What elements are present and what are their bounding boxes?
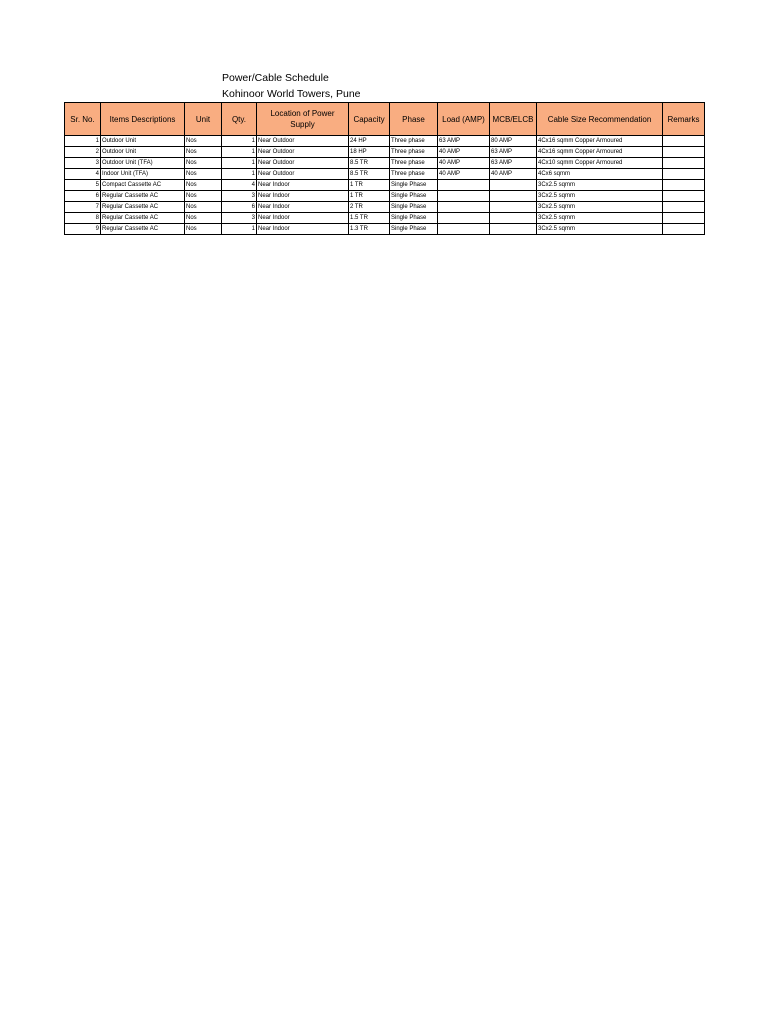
- header-phase: Phase: [390, 103, 438, 136]
- table-row: [65, 169, 705, 180]
- cell-sr-no: 6: [65, 191, 101, 202]
- header-mcb-elcb: MCB/ELCB: [490, 103, 537, 136]
- cell-unit: Nos: [185, 158, 222, 169]
- power-cable-schedule-table: [64, 102, 705, 235]
- cell-qty: 1: [222, 224, 257, 235]
- cell-capacity: 1 TR: [349, 180, 390, 191]
- cell-qty: 1: [222, 158, 257, 169]
- header-sr-no: Sr. No.: [65, 103, 101, 136]
- cell-mcb-elcb: 80 AMP: [490, 136, 537, 147]
- table-header-row: [65, 103, 705, 136]
- cell-load: 40 AMP: [438, 158, 490, 169]
- cell-unit: Nos: [185, 180, 222, 191]
- cell-mcb-elcb: [490, 180, 537, 191]
- header-capacity: Capacity: [349, 103, 390, 136]
- cell-mcb-elcb: [490, 213, 537, 224]
- cell-item-description: Compact Cassette AC: [101, 180, 185, 191]
- table-row: [65, 180, 705, 191]
- table-row: [65, 202, 705, 213]
- cell-location: Near Indoor: [257, 180, 349, 191]
- cell-cable-size: 4Cx16 sqmm Copper Armoured: [537, 136, 663, 147]
- cell-unit: Nos: [185, 147, 222, 158]
- cell-remarks: [663, 180, 705, 191]
- header-cable-size: Cable Size Recommendation: [537, 103, 663, 136]
- cell-remarks: [663, 191, 705, 202]
- cell-load: [438, 213, 490, 224]
- cell-load: 40 AMP: [438, 147, 490, 158]
- cell-sr-no: 2: [65, 147, 101, 158]
- cell-sr-no: 7: [65, 202, 101, 213]
- table-row: [65, 147, 705, 158]
- cell-unit: Nos: [185, 224, 222, 235]
- cell-item-description: Indoor Unit (TFA): [101, 169, 185, 180]
- cell-load: [438, 202, 490, 213]
- table-row: [65, 213, 705, 224]
- cell-mcb-elcb: 63 AMP: [490, 158, 537, 169]
- cell-phase: Single Phase: [390, 213, 438, 224]
- cell-cable-size: 3Cx2.5 sqmm: [537, 202, 663, 213]
- cell-capacity: 8.5 TR: [349, 158, 390, 169]
- cell-item-description: Regular Cassette AC: [101, 202, 185, 213]
- cell-capacity: 1.3 TR: [349, 224, 390, 235]
- document-title: Power/Cable Schedule: [222, 72, 329, 84]
- cell-capacity: 8.5 TR: [349, 169, 390, 180]
- header-qty: Qty.: [222, 103, 257, 136]
- cell-mcb-elcb: [490, 191, 537, 202]
- cell-load: 40 AMP: [438, 169, 490, 180]
- cell-load: [438, 180, 490, 191]
- cell-location: Near Outdoor: [257, 158, 349, 169]
- table-row: [65, 158, 705, 169]
- cell-item-description: Regular Cassette AC: [101, 213, 185, 224]
- cell-cable-size: 3Cx2.5 sqmm: [537, 191, 663, 202]
- cell-cable-size: 3Cx2.5 sqmm: [537, 180, 663, 191]
- cell-phase: Three phase: [390, 158, 438, 169]
- cell-location: Near Indoor: [257, 213, 349, 224]
- cell-sr-no: 5: [65, 180, 101, 191]
- cell-qty: 1: [222, 136, 257, 147]
- cell-phase: Three phase: [390, 147, 438, 158]
- header-remarks: Remarks: [663, 103, 705, 136]
- cell-phase: Single Phase: [390, 202, 438, 213]
- table-row: [65, 136, 705, 147]
- header-item-description: Items Descriptions: [101, 103, 185, 136]
- cell-location: Near Outdoor: [257, 169, 349, 180]
- cell-item-description: Outdoor Unit: [101, 136, 185, 147]
- cell-unit: Nos: [185, 191, 222, 202]
- cell-qty: 4: [222, 180, 257, 191]
- cell-location: Near Outdoor: [257, 147, 349, 158]
- cell-location: Near Indoor: [257, 202, 349, 213]
- header-location: Location of Power Supply: [257, 103, 349, 136]
- cell-mcb-elcb: [490, 202, 537, 213]
- cell-capacity: 2 TR: [349, 202, 390, 213]
- cell-cable-size: 3Cx2.5 sqmm: [537, 213, 663, 224]
- cell-unit: Nos: [185, 136, 222, 147]
- cell-item-description: Regular Cassette AC: [101, 224, 185, 235]
- header-unit: Unit: [185, 103, 222, 136]
- document-title-block: [222, 70, 361, 102]
- cell-capacity: 1.5 TR: [349, 213, 390, 224]
- cell-remarks: [663, 136, 705, 147]
- cell-qty: 3: [222, 213, 257, 224]
- cell-remarks: [663, 169, 705, 180]
- cell-mcb-elcb: 63 AMP: [490, 147, 537, 158]
- cell-unit: Nos: [185, 202, 222, 213]
- cell-cable-size: 4Cx10 sqmm Copper Armoured: [537, 158, 663, 169]
- cell-phase: Single Phase: [390, 191, 438, 202]
- cell-phase: Single Phase: [390, 180, 438, 191]
- cell-mcb-elcb: 40 AMP: [490, 169, 537, 180]
- header-load: Load (AMP): [438, 103, 490, 136]
- cell-qty: 1: [222, 147, 257, 158]
- cell-sr-no: 4: [65, 169, 101, 180]
- cell-phase: Single Phase: [390, 224, 438, 235]
- cell-cable-size: 3Cx2.5 sqmm: [537, 224, 663, 235]
- cell-remarks: [663, 213, 705, 224]
- cell-cable-size: 4Cx6 sqmm: [537, 169, 663, 180]
- cell-location: Near Indoor: [257, 224, 349, 235]
- cell-remarks: [663, 158, 705, 169]
- cell-phase: Three phase: [390, 169, 438, 180]
- cell-capacity: 18 HP: [349, 147, 390, 158]
- cell-item-description: Outdoor Unit (TFA): [101, 158, 185, 169]
- cell-qty: 6: [222, 202, 257, 213]
- cell-load: [438, 224, 490, 235]
- cell-sr-no: 9: [65, 224, 101, 235]
- cell-location: Near Outdoor: [257, 136, 349, 147]
- cell-location: Near Indoor: [257, 191, 349, 202]
- cell-remarks: [663, 224, 705, 235]
- cell-unit: Nos: [185, 213, 222, 224]
- cell-phase: Three phase: [390, 136, 438, 147]
- cell-load: 63 AMP: [438, 136, 490, 147]
- cell-load: [438, 191, 490, 202]
- cell-qty: 3: [222, 191, 257, 202]
- cell-remarks: [663, 202, 705, 213]
- cell-sr-no: 1: [65, 136, 101, 147]
- table-row: [65, 191, 705, 202]
- cell-mcb-elcb: [490, 224, 537, 235]
- cell-item-description: Outdoor Unit: [101, 147, 185, 158]
- cell-cable-size: 4Cx16 sqmm Copper Armoured: [537, 147, 663, 158]
- cell-capacity: 24 HP: [349, 136, 390, 147]
- cell-capacity: 1 TR: [349, 191, 390, 202]
- cell-item-description: Regular Cassette AC: [101, 191, 185, 202]
- project-name: Kohinoor World Towers, Pune: [222, 88, 361, 100]
- cell-unit: Nos: [185, 169, 222, 180]
- cell-qty: 1: [222, 169, 257, 180]
- cell-remarks: [663, 147, 705, 158]
- cell-sr-no: 8: [65, 213, 101, 224]
- table-row: [65, 224, 705, 235]
- cell-sr-no: 3: [65, 158, 101, 169]
